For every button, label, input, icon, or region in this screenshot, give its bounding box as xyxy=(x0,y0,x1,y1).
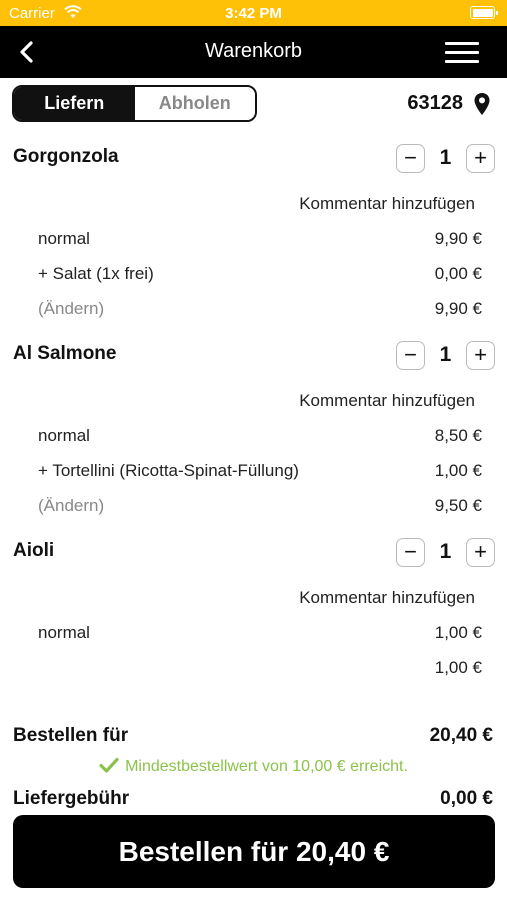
map-pin-icon[interactable] xyxy=(473,92,491,116)
option-label: + Tortellini (Ricotta-Spinat-Füllung) xyxy=(38,461,299,480)
hamburger-menu-icon[interactable] xyxy=(445,42,479,64)
checkmark-icon xyxy=(99,757,119,773)
delivery-fee-value: 0,00 € xyxy=(440,788,493,809)
decrease-button[interactable]: − xyxy=(396,538,425,567)
decrease-button[interactable]: − xyxy=(396,144,425,173)
tab-liefern[interactable]: Liefern xyxy=(14,87,135,120)
option-price: 9,90 € xyxy=(434,229,482,248)
add-comment-link[interactable]: Kommentar hinzufügen xyxy=(299,391,475,410)
quantity-value: 1 xyxy=(439,540,452,563)
item-subtotal: 9,50 € xyxy=(434,496,482,515)
increase-button[interactable]: + xyxy=(466,538,495,567)
order-total-value: 20,40 € xyxy=(429,725,493,746)
item-name: Al Salmone xyxy=(13,343,117,364)
change-link[interactable]: (Ändern) xyxy=(38,496,105,515)
page-title: Warenkorb xyxy=(204,40,303,62)
option-price: 1,00 € xyxy=(434,623,482,642)
option-label: normal xyxy=(38,426,90,445)
option-price: 1,00 € xyxy=(434,461,482,480)
order-total-label: Bestellen für xyxy=(13,725,129,746)
option-label: normal xyxy=(38,623,90,642)
item-name: Gorgonzola xyxy=(13,146,119,167)
option-price: 8,50 € xyxy=(434,426,482,445)
delivery-mode-toggle xyxy=(12,85,257,122)
option-price: 0,00 € xyxy=(434,264,482,283)
decrease-button[interactable]: − xyxy=(396,341,425,370)
quantity-stepper xyxy=(396,144,495,174)
item-name: Aioli xyxy=(13,540,55,561)
quantity-value: 1 xyxy=(439,343,452,366)
quantity-stepper xyxy=(396,341,495,371)
status-bar xyxy=(0,0,507,26)
add-comment-link[interactable]: Kommentar hinzufügen xyxy=(299,588,475,607)
option-label: + Salat (1x frei) xyxy=(38,264,154,283)
item-subtotal: 9,90 € xyxy=(434,299,482,318)
carrier-label: Carrier xyxy=(9,5,55,22)
change-link[interactable]: (Ändern) xyxy=(38,299,105,318)
minimum-order-text: Mindestbestellwert von 10,00 € erreicht. xyxy=(125,758,408,775)
minimum-order-note xyxy=(0,757,507,776)
zip-code[interactable]: 63128 xyxy=(407,92,463,114)
delivery-fee-label: Liefergebühr xyxy=(13,788,130,809)
tab-abholen[interactable]: Abholen xyxy=(135,87,256,120)
quantity-stepper xyxy=(396,538,495,568)
item-subtotal: 1,00 € xyxy=(434,658,482,677)
place-order-button[interactable]: Bestellen für 20,40 € xyxy=(13,815,495,888)
quantity-value: 1 xyxy=(439,146,452,169)
nav-bar xyxy=(0,26,507,78)
option-label: normal xyxy=(38,229,90,248)
status-time: 3:42 PM xyxy=(225,5,282,22)
add-comment-link[interactable]: Kommentar hinzufügen xyxy=(299,194,475,213)
increase-button[interactable]: + xyxy=(466,144,495,173)
increase-button[interactable]: + xyxy=(466,341,495,370)
battery-icon xyxy=(470,6,495,19)
